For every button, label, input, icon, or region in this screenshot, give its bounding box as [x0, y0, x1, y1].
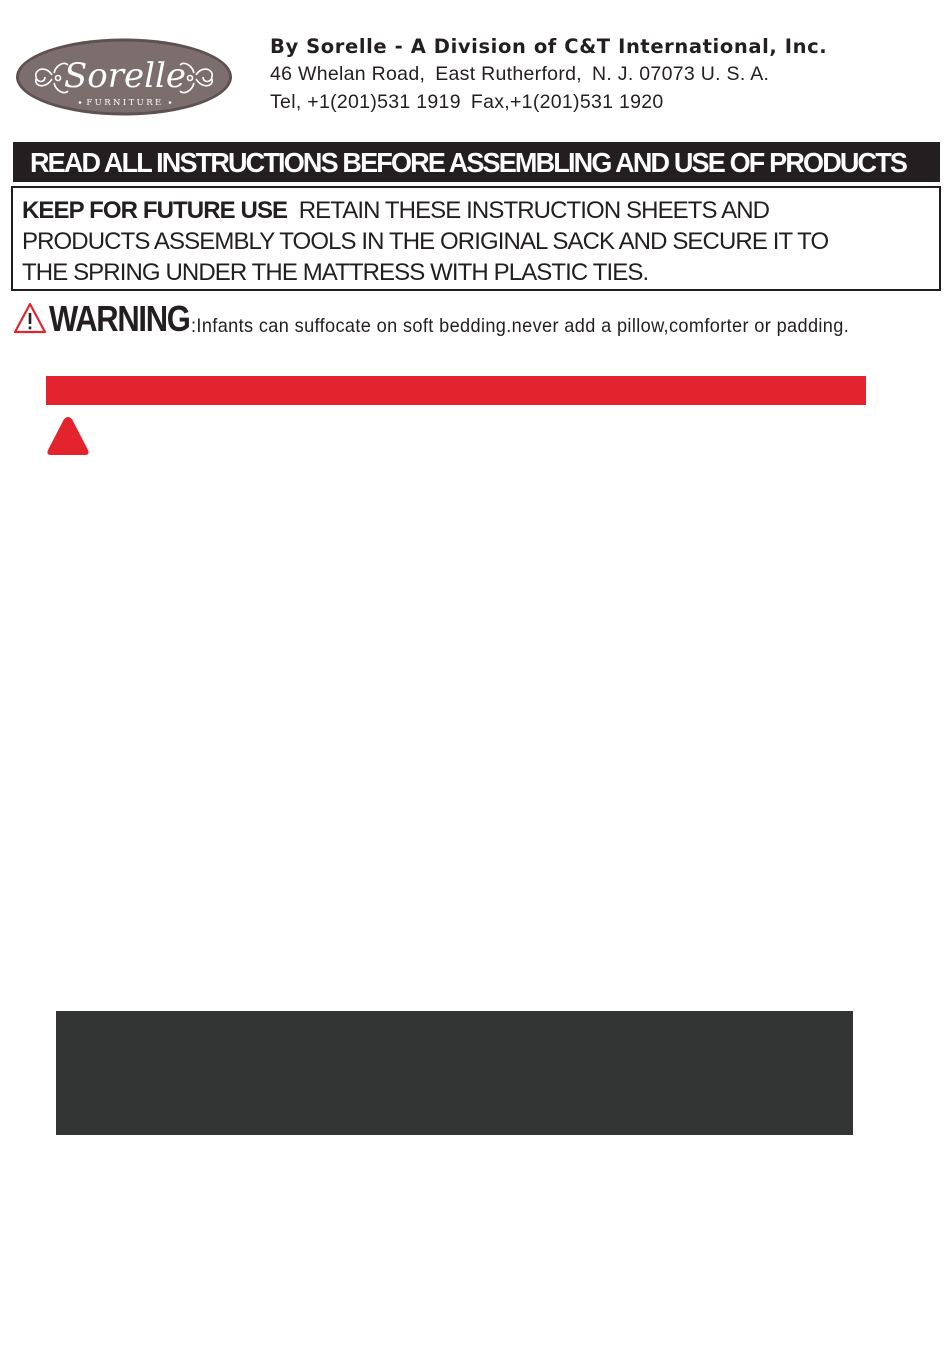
logo-brand: Sorelle — [63, 56, 187, 96]
keep-lead: KEEP FOR FUTURE USE — [22, 197, 288, 224]
sorelle-logo — [14, 37, 234, 117]
dark-panel — [56, 1011, 853, 1135]
keep-line-2: PRODUCTS ASSEMBLY TOOLS IN THE ORIGINAL SACK AND SECURE IT TO — [22, 228, 829, 255]
phone-number: Tel, +1(201)531 1919 — [270, 91, 461, 113]
banner-text: READ ALL INSTRUCTIONS BEFORE ASSEMBLING AND USE OF PRODUCTS — [30, 147, 907, 178]
suffocation-warning — [13, 300, 948, 344]
keep-for-future-use-box — [11, 186, 941, 291]
warning-label: WARNING — [49, 298, 190, 339]
company-address — [270, 60, 940, 88]
address-state: N. J. 07073 U. S. A. — [591, 63, 770, 85]
warning-text: :Infants can suffocate on soft bedding.never add a pillow,comforter or padding. — [191, 315, 850, 337]
company-name: By Sorelle - A Division of C&T International, Inc. — [270, 35, 828, 58]
red-header-bar — [46, 376, 866, 405]
instructions-banner — [13, 142, 940, 182]
red-triangle-icon — [45, 414, 91, 458]
keep-line-3: THE SPRING UNDER THE MATTRESS WITH PLASTIC TIES. — [22, 259, 649, 286]
address-city: East Rutherford, — [435, 63, 582, 85]
keep-line-1 — [22, 195, 937, 226]
fax-number: Fax,+1(201)531 1920 — [470, 91, 664, 113]
keep-rest-line-1: RETAIN THESE INSTRUCTION SHEETS AND — [298, 197, 770, 224]
company-contact — [270, 88, 940, 116]
company-info — [270, 34, 940, 116]
logo-subtitle: FURNITURE — [86, 98, 164, 108]
warning-triangle-icon — [13, 302, 47, 334]
keep-text — [22, 195, 937, 288]
address-street: 46 Whelan Road, — [270, 63, 426, 85]
